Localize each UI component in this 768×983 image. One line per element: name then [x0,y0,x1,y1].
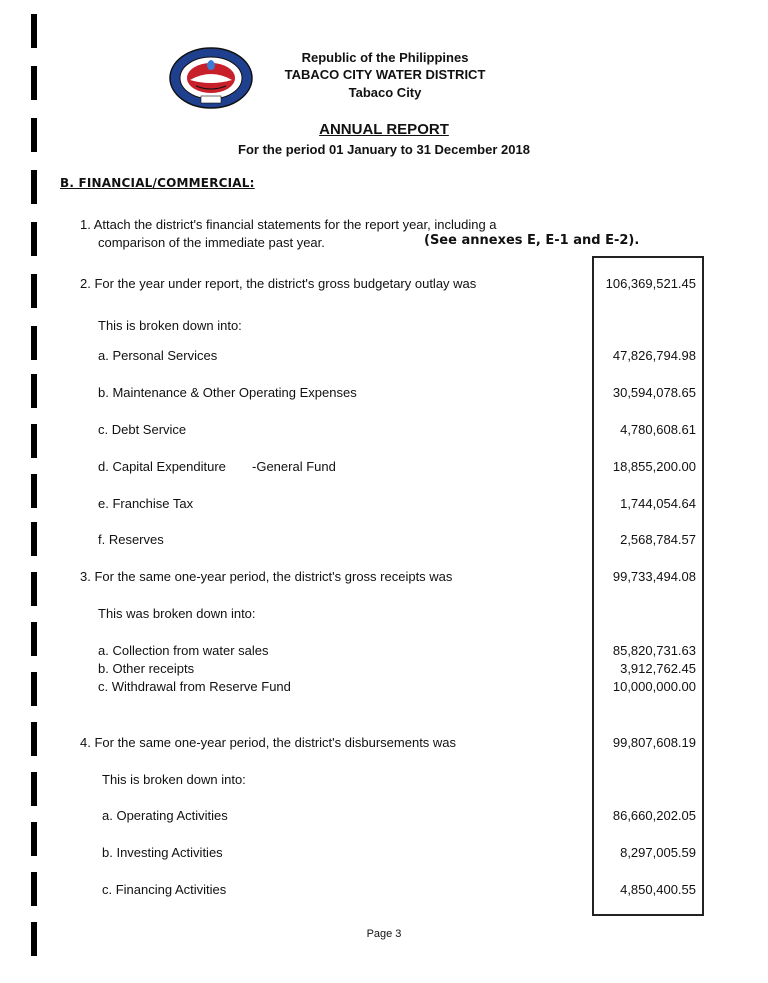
edge-mark [31,170,37,204]
item4-text: 4. For the same one-year period, the district's disbursements was [80,735,457,750]
edge-mark [31,872,37,906]
edge-mark [31,772,37,806]
item4-amount: 99,807,608.19 [612,735,696,750]
item2-c-amount: 4,780,608.61 [620,422,696,437]
edge-mark [31,326,37,360]
item4-breakdown-label: This is broken down into: [102,772,246,787]
report-title: ANNUAL REPORT [319,121,449,138]
edge-mark [31,222,37,256]
item3-c-amount: 10,000,000.00 [612,679,696,694]
item2-f-label: f. Reserves [98,532,164,547]
item4-b-amount: 8,297,005.59 [620,845,696,860]
item3-b-label: b. Other receipts [98,661,195,676]
item4-a-label: a. Operating Activities [102,808,228,823]
edge-mark [31,622,37,656]
item2-b-label: b. Maintenance & Other Operating Expenses [98,385,357,400]
edge-mark [31,374,37,408]
page-number: Page 3 [366,928,402,940]
item4-c-label: c. Financing Activities [102,882,227,897]
header-city: Tabaco City [348,85,422,100]
edge-mark [31,522,37,556]
item2-c-label: c. Debt Service [98,422,187,437]
item3-a-label: a. Collection from water sales [98,643,269,658]
item3-a-amount: 85,820,731.63 [612,643,696,658]
report-period: For the period 01 January to 31 December 2018 [238,142,530,157]
item4-c-amount: 4,850,400.55 [620,882,696,897]
edge-mark [31,572,37,606]
item3-b-amount: 3,912,762.45 [620,661,696,676]
item2-b-amount: 30,594,078.65 [612,385,696,400]
item1-line2: comparison of the immediate past year. [98,235,325,250]
item2-d-sublabel: -General Fund [252,459,336,474]
item2-a-amount: 47,826,794.98 [612,348,696,363]
item4-a-amount: 86,660,202.05 [612,808,696,823]
edge-mark [31,672,37,706]
edge-mark [31,14,37,48]
item1-line1: 1. Attach the district's financial statements for the report year, including a [80,217,497,232]
item3-c-label: c. Withdrawal from Reserve Fund [98,679,291,694]
edge-mark [31,66,37,100]
section-heading: B. FINANCIAL/COMMERCIAL: [60,176,255,190]
item2-amount: 106,369,521.45 [605,276,696,291]
edge-mark [31,424,37,458]
item2-f-amount: 2,568,784.57 [620,532,696,547]
item2-text: 2. For the year under report, the district's gross budgetary outlay was [80,276,477,291]
header-district-name: TABACO CITY WATER DISTRICT [284,67,486,82]
item2-e-amount: 1,744,054.64 [620,496,696,511]
item3-amount: 99,733,494.08 [612,569,696,584]
item2-d-amount: 18,855,200.00 [612,459,696,474]
edge-mark [31,822,37,856]
item3-breakdown-label: This was broken down into: [98,606,256,621]
header-republic: Republic of the Philippines [301,50,469,65]
edge-mark [31,474,37,508]
item1-annex-reference: (See annexes E, E-1 and E-2). [424,233,640,248]
edge-mark [31,274,37,308]
district-seal-logo [168,46,254,110]
item2-d-label: d. Capital Expenditure [98,459,226,474]
item2-a-label: a. Personal Services [98,348,218,363]
item3-text: 3. For the same one-year period, the district's gross receipts was [80,569,453,584]
item4-b-label: b. Investing Activities [102,845,223,860]
edge-mark [31,722,37,756]
item2-e-label: e. Franchise Tax [98,496,194,511]
item2-breakdown-label: This is broken down into: [98,318,242,333]
